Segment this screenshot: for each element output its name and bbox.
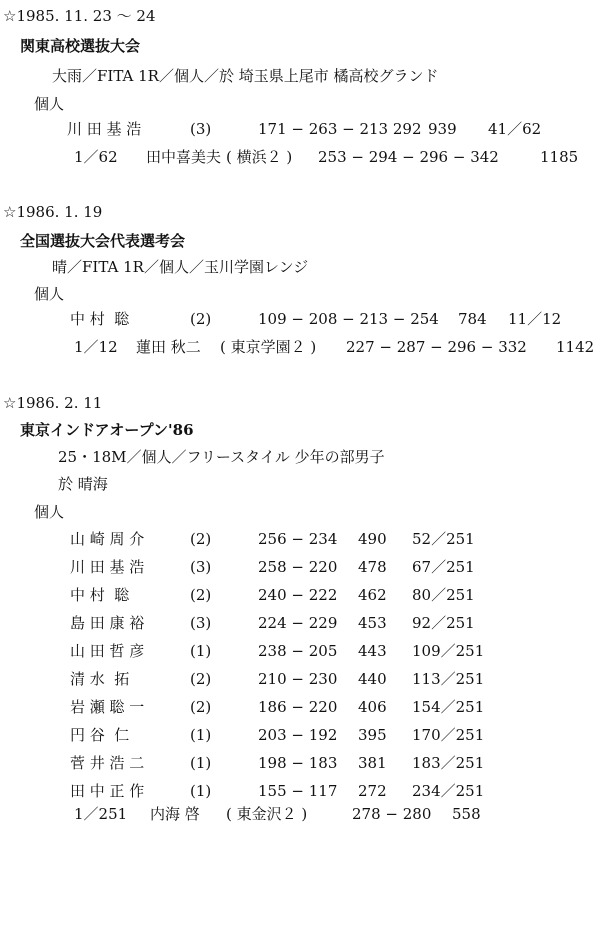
- winner-scores: 278 − 280: [352, 805, 432, 823]
- athlete-grade: (1): [190, 754, 212, 772]
- athlete-scores: 238 − 205: [258, 642, 338, 660]
- athlete-rank: 234／251: [412, 782, 485, 800]
- athlete-scores: 240 − 222: [258, 586, 338, 604]
- athlete-name: 岩 瀬 聡 一: [70, 698, 145, 716]
- athlete-total: 443: [358, 642, 387, 660]
- section-1-date: ☆1985. 11. 23 〜 24: [3, 7, 156, 25]
- result-row: [0, 668, 600, 690]
- athlete-scores: 186 − 220: [258, 698, 338, 716]
- section-3-description: 25・18M／個人／フリースタイル 少年の部男子: [58, 448, 385, 466]
- section-1-description: 大雨／FITA 1R／個人／於 埼玉県上尾市 橘高校グランド: [52, 67, 439, 85]
- athlete-total: 478: [358, 558, 387, 576]
- section-2-event-title: 全国選抜大会代表選考会: [20, 232, 186, 250]
- athlete-name: 菅 井 浩 二: [70, 754, 145, 772]
- result-row: [0, 780, 600, 802]
- athlete-scores: 224 − 229: [258, 614, 338, 632]
- result-row: [0, 752, 600, 774]
- section-1-individual-label: 個人: [34, 95, 65, 113]
- winner-scores: 253 − 294 − 296 − 342: [318, 148, 499, 166]
- athlete-total: 381: [358, 754, 387, 772]
- athlete-total: 272: [358, 782, 387, 800]
- winner-scores: 227 − 287 − 296 − 332: [346, 338, 527, 356]
- result-row: [0, 308, 600, 330]
- athlete-name: 川 田 基 浩: [70, 558, 145, 576]
- athlete-grade: (3): [190, 614, 212, 632]
- athlete-rank: 92／251: [412, 614, 475, 632]
- athlete-rank: 109／251: [412, 642, 485, 660]
- result-row: [0, 612, 600, 634]
- winner-rank: 1／62: [74, 148, 118, 166]
- athlete-name: 円 谷 仁: [70, 726, 130, 744]
- athlete-total: 784: [458, 310, 487, 328]
- athlete-scores: 256 − 234: [258, 530, 338, 548]
- winner-total: 1185: [540, 148, 579, 166]
- section-2-description: 晴／FITA 1R／個人／玉川学園レンジ: [52, 258, 309, 276]
- athlete-grade: (1): [190, 642, 212, 660]
- athlete-rank: 11／12: [508, 310, 562, 328]
- athlete-rank: 113／251: [412, 670, 485, 688]
- athlete-name: 川 田 基 浩: [67, 120, 142, 138]
- athlete-scores: 203 − 192: [258, 726, 338, 744]
- athlete-total: 453: [358, 614, 387, 632]
- athlete-name: 山 崎 周 介: [70, 530, 145, 548]
- winner-school: ( 横浜２ ): [226, 148, 293, 166]
- athlete-name: 島 田 康 裕: [70, 614, 145, 632]
- result-row: [0, 724, 600, 746]
- winner-total: 1142: [556, 338, 595, 356]
- result-row: [0, 584, 600, 606]
- athlete-grade: (2): [190, 586, 212, 604]
- result-row: [0, 640, 600, 662]
- athlete-name: 中 村 聡: [70, 586, 130, 604]
- winner-row: [0, 803, 600, 825]
- athlete-name: 中 村 聡: [70, 310, 130, 328]
- athlete-total: 939: [428, 120, 457, 138]
- athlete-grade: (3): [190, 120, 212, 138]
- athlete-grade: (3): [190, 558, 212, 576]
- winner-name: 田中喜美夫: [146, 148, 222, 166]
- athlete-scores: 210 − 230: [258, 670, 338, 688]
- athlete-rank: 67／251: [412, 558, 475, 576]
- athlete-grade: (2): [190, 670, 212, 688]
- athlete-total: 462: [358, 586, 387, 604]
- result-row: [0, 118, 600, 140]
- winner-school: ( 東京学園２ ): [220, 338, 317, 356]
- athlete-total: 490: [358, 530, 387, 548]
- section-1-event-title: 関東高校選抜大会: [20, 37, 141, 55]
- athlete-total: 440: [358, 670, 387, 688]
- section-3-date: ☆1986. 2. 11: [3, 394, 103, 412]
- athlete-total: 395: [358, 726, 387, 744]
- winner-school: ( 東金沢２ ): [226, 805, 308, 823]
- winner-rank: 1／12: [74, 338, 118, 356]
- athlete-scores: 171 − 263 − 213 292: [258, 120, 422, 138]
- result-row: [0, 556, 600, 578]
- section-2-date: ☆1986. 1. 19: [3, 203, 103, 221]
- section-2-individual-label: 個人: [34, 285, 65, 303]
- result-row: [0, 528, 600, 550]
- athlete-grade: (1): [190, 726, 212, 744]
- athlete-grade: (2): [190, 310, 212, 328]
- winner-rank: 1／251: [74, 805, 128, 823]
- athlete-name: 田 中 正 作: [70, 782, 145, 800]
- winner-name: 内海 啓: [150, 805, 200, 823]
- athlete-scores: 109 − 208 − 213 − 254: [258, 310, 439, 328]
- result-row: [0, 696, 600, 718]
- athlete-scores: 258 − 220: [258, 558, 338, 576]
- athlete-scores: 155 − 117: [258, 782, 338, 800]
- athlete-rank: 183／251: [412, 754, 485, 772]
- winner-name: 蓮田 秋二: [136, 338, 201, 356]
- winner-row: [0, 336, 600, 358]
- athlete-rank: 52／251: [412, 530, 475, 548]
- athlete-grade: (2): [190, 698, 212, 716]
- section-3-venue: 於 晴海: [58, 475, 108, 493]
- athlete-scores: 198 − 183: [258, 754, 338, 772]
- athlete-rank: 170／251: [412, 726, 485, 744]
- athlete-rank: 80／251: [412, 586, 475, 604]
- athlete-grade: (2): [190, 530, 212, 548]
- athlete-total: 406: [358, 698, 387, 716]
- winner-row: [0, 146, 600, 168]
- athlete-grade: (1): [190, 782, 212, 800]
- athlete-name: 山 田 哲 彦: [70, 642, 145, 660]
- winner-total: 558: [452, 805, 481, 823]
- section-3-individual-label: 個人: [34, 503, 65, 521]
- athlete-name: 清 水 拓: [70, 670, 130, 688]
- athlete-rank: 154／251: [412, 698, 485, 716]
- section-3-event-title: 東京インドアオープン'86: [20, 421, 194, 439]
- athlete-rank: 41／62: [488, 120, 542, 138]
